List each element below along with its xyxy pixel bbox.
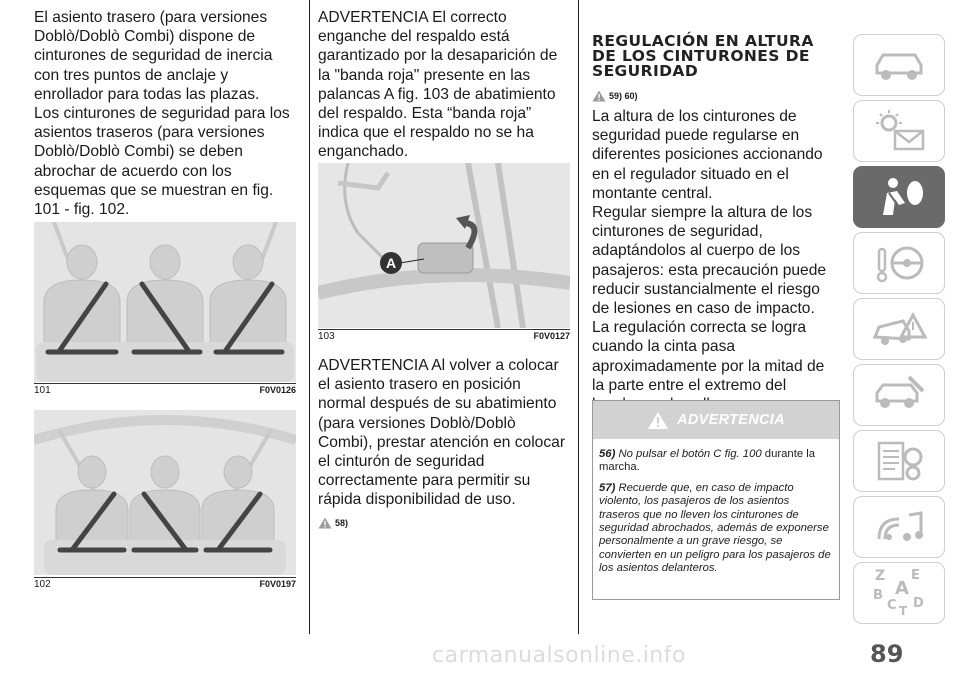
chapter-sidebar [853,34,945,628]
figure-103-callout-a: A [380,252,402,274]
figure-102-caption [34,579,296,590]
col2-reference-number: 58) [335,517,349,528]
sidebar-tab-safety[interactable] [853,166,945,228]
col2-paragraph-2: ADVERTENCIA Al volver a colocar el asiento trasero en posición normal después de su abatimiento (para versiones Doblò/Doblò Combi), prestar atención en colocar el cinturón de seguridad correctamente para permitir su rápida disponibilidad de uso. [318,357,566,509]
note-56-italic: No pulsar el botón C fig. 100 [618,448,762,460]
airbag-seat-icon [869,175,929,219]
warning-title: ADVERTENCIA [677,412,785,428]
column-2-lower [318,356,570,529]
col1-paragraph-1: El asiento trasero (para versiones Doblò/Doblò Combi) dispone de cinturones de seguridad de inercia con tres puntos de anclaje y enrollador para todas las plazas. [34,9,273,103]
col3-paragraph-2: Regular siempre la altura de los cinturones de seguridad, adaptándolos al cuerpo de los pasajeros: esta precaución puede reducir sustancialmente el riesgo de lesiones en caso de impacto. [592,204,827,318]
col3-reference-numbers: 59) 60) [609,91,638,101]
col2-paragraph-1: ADVERTENCIA El correcto enganche del respaldo está garantizado por la desaparición de la "banda roja" presente en las palancas A fig. 103 de abatimiento del respaldo. Esta “banda roja” indica que el respaldo no se ha enganchado. [318,9,558,161]
index-letter-c: C [887,598,897,613]
col3-paragraph-3: La regulación correcta se logra cuando la cinta pasa aproximadamente por la mitad de la parte entre el extremo del [592,319,825,394]
technical-data-icon [869,439,929,483]
sidebar-tab-starting-driving[interactable] [853,232,945,294]
rear-seats-belts-illustration [34,222,296,382]
figure-103-code: F0V0127 [533,331,570,341]
col1-paragraph-2: Los cinturones de seguridad para los asientos traseros (para versiones Doblò/Doblò Combi) se deben abrochar de acuerdo con los esquemas que se muestran en fig. 101 - fig. 102. [34,105,290,219]
warning-note-56 [599,448,831,475]
sidebar-tab-emergency[interactable] [853,298,945,360]
multimedia-icon [869,505,929,549]
warning-note-57 [599,482,831,576]
sidebar-tab-index[interactable] [853,562,945,624]
column-divider-1 [309,0,310,634]
warning-notes [593,439,839,576]
sidebar-tab-multimedia[interactable] [853,496,945,558]
column-1 [34,8,296,219]
figure-103-number: 103 [318,331,335,342]
column-2 [318,8,570,162]
index-letter-a: A [895,578,909,599]
note-57-number: 57) [599,481,616,494]
figure-102-code: F0V0197 [259,579,296,589]
warning-triangle-icon [592,90,606,102]
col3-body [592,107,840,414]
figure-102-number: 102 [34,579,51,590]
note-56-rest: durante la marcha. [599,448,816,474]
warning-box [592,400,840,600]
figure-101-caption [34,385,296,396]
watermark: carmanualsonline.info [432,643,686,668]
seat-backrest-lever-illustration [318,163,570,328]
index-letter-z: Z [875,568,886,584]
figure-102-rule [34,577,296,578]
emergency-icon [869,307,929,351]
figure-101-number: 101 [34,385,51,396]
sidebar-tab-technical-data[interactable] [853,430,945,492]
figure-102-image [34,410,296,575]
index-letter-e: E [911,568,920,583]
warning-lights-icon [869,109,929,153]
figure-103-image [318,163,570,328]
column-3 [592,34,840,414]
index-letter-t: T [899,604,908,618]
column-divider-2 [578,0,579,634]
section-heading: REGULACIÓN EN ALTURA DE LOS CINTURONES DE SEGURIDAD [592,32,814,80]
figure-103-rule [318,329,570,330]
maintenance-icon [869,373,929,417]
figure-101-rule [34,383,296,384]
col3-paragraph-1: La altura de los cinturones de seguridad puede regularse en diferentes posiciones accionando en el regulador situado en el montante central. [592,108,823,202]
warning-header [593,401,839,439]
col3-reference [592,90,840,102]
page-number: 89 [870,640,904,668]
index-icon [869,568,929,618]
index-letter-d: D [913,596,924,611]
warning-triangle-icon [318,517,332,529]
rear-seats-belts-illustration-2 [34,410,296,575]
col2-reference [318,517,570,529]
sidebar-tab-maintenance[interactable] [853,364,945,426]
note-56-number: 56) [599,448,616,460]
figure-103-caption [318,331,570,342]
warning-triangle-icon [647,411,669,430]
note-57-text: Recuerde que, en caso de impacto violento, los pasajeros de los asientos traseros que no lleven los cinturones de seguridad abrochados, además de exponerse personalmente a un grave riesgo, se convierten en un peligro para los pasajeros de los asientos delanteros. [599,481,831,575]
starting-driving-icon [869,241,929,285]
figure-101-code: F0V0126 [259,385,296,395]
sidebar-tab-warning-lights[interactable] [853,100,945,162]
car-icon [869,45,929,85]
sidebar-tab-car[interactable] [853,34,945,96]
figure-101-image [34,222,296,382]
index-letter-b: B [873,588,883,603]
